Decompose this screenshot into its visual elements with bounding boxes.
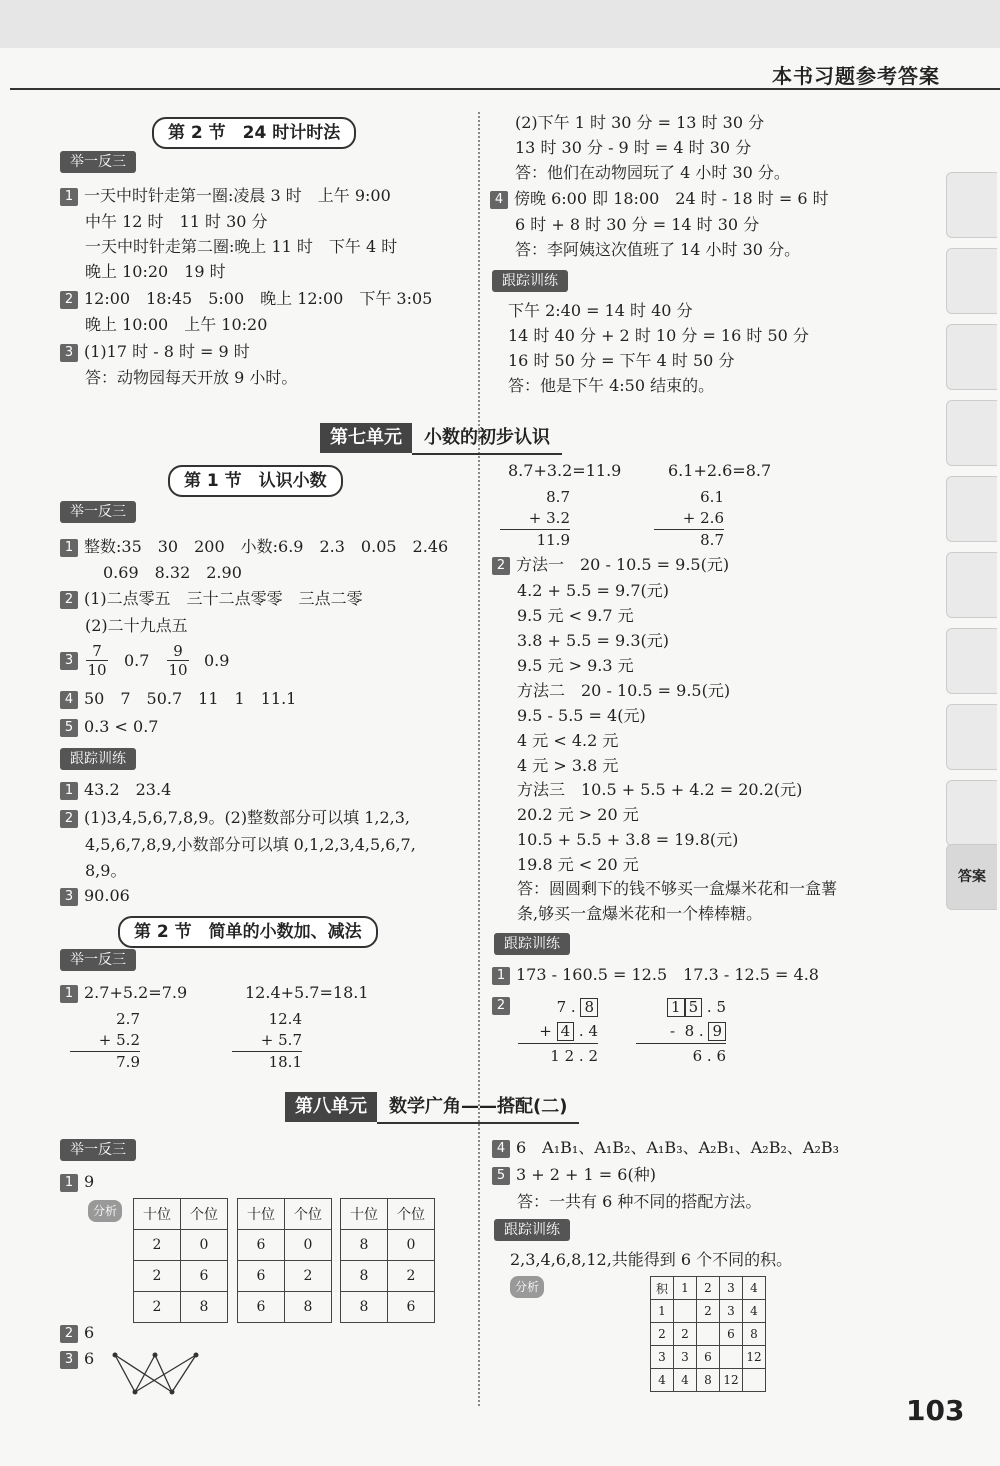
answer-line: 9.5 元 > 9.3 元 [517, 656, 634, 675]
answer-line: 方法二 20 - 10.5 = 9.5(元) [517, 681, 731, 700]
question-number: 1 [60, 1174, 78, 1192]
answer-line: 9.5 - 5.5 = 4(元) [517, 706, 646, 725]
fraction: 9 10 [168, 642, 188, 679]
unit-label: 第七单元 [320, 423, 412, 453]
product-table: 积 1 2 3 4 1 2 3 4 2 2 6 8 3 3 6 12 4 4 8 12 [650, 1276, 766, 1392]
tag-practice: 举一反三 [60, 1139, 136, 1161]
answer-line: 6 时 + 8 时 30 分 = 14 时 30 分 [515, 215, 760, 234]
answer-line: 晚上 10:00 上午 10:20 [85, 315, 268, 334]
answer-line: 8,9。 [85, 861, 127, 880]
answer-line: 一天中时针走第二圈:晚上 11 时 下午 4 时 [85, 237, 398, 256]
answer-line: 5 3 + 2 + 1 = 6(种) [492, 1165, 656, 1185]
matching-lines-diagram [110, 1350, 205, 1398]
tag-practice: 举一反三 [60, 949, 136, 971]
answer-line: 2,3,4,6,8,12,共能得到 6 个不同的积。 [510, 1250, 793, 1269]
answer-line: 14 时 40 分 + 2 时 10 分 = 16 时 50 分 [508, 326, 809, 345]
tag-tracking: 跟踪训练 [60, 748, 136, 770]
answer-line [60, 650, 84, 670]
side-tab[interactable] [946, 324, 997, 390]
section-title-7-2: 第 2 节 简单的小数加、减法 [118, 916, 378, 948]
answer-line: 答：李阿姨这次值班了 14 小时 30 分。 [515, 240, 801, 259]
side-tab[interactable] [946, 248, 997, 314]
vertical-sum-boxed: 7 . 8 + 4 . 4 1 2 . 2 [518, 995, 598, 1068]
question-number: 3 [60, 652, 78, 670]
analysis-badge: 分析 [510, 1276, 544, 1298]
answer-line: 5 0.3 < 0.7 [60, 717, 158, 737]
answer-line: 2 (1)二点零五 三十二点零零 三点二零 [60, 589, 363, 609]
answer-line: 3 90.06 [60, 886, 130, 906]
answer-line: 2 6 [60, 1323, 94, 1343]
page-number: 103 [906, 1394, 965, 1427]
answer-line: 1 2.7+5.2=7.9 [60, 983, 187, 1003]
unit-label: 第八单元 [285, 1092, 377, 1122]
answer-line: 3.8 + 5.5 = 9.3(元) [517, 631, 669, 650]
answer-line: 下午 2:40 = 14 时 40 分 [508, 301, 693, 320]
question-number: 4 [60, 691, 78, 709]
column-divider [478, 112, 480, 1406]
answer-line: 4 50 7 50.7 11 1 11.1 [60, 689, 296, 709]
answer-line: 4.2 + 5.5 = 9.7(元) [517, 581, 669, 600]
answer-line: 1 一天中时针走第一圈:凌晨 3 时 上午 9:00 [60, 186, 391, 206]
question-number: 1 [492, 967, 510, 985]
tag-tracking: 跟踪训练 [494, 933, 570, 955]
answer-line: 1 9 [60, 1172, 94, 1192]
digit-table: 十位 个位 8 0 8 2 8 6 [340, 1198, 435, 1323]
answer-line: 2 方法一 20 - 10.5 = 9.5(元) [492, 555, 729, 575]
tag-tracking: 跟踪训练 [494, 1219, 570, 1241]
page-header-title: 本书习题参考答案 [772, 64, 940, 88]
tag-tracking: 跟踪训练 [492, 270, 568, 292]
answer-value: 0.9 [204, 651, 230, 670]
answer-line: (2)二十九点五 [85, 616, 188, 635]
question-number: 2 [60, 291, 78, 309]
side-tab[interactable] [946, 400, 997, 466]
question-number: 2 [492, 997, 510, 1015]
answer-line: 12.4+5.7=18.1 [245, 983, 369, 1002]
answer-line: 答：他们在动物园玩了 4 小时 30 分。 [515, 163, 790, 182]
answer-line: 3 (1)17 时 - 8 时 = 9 时 [60, 342, 250, 362]
answer-line: 13 时 30 分 - 9 时 = 4 时 30 分 [515, 138, 752, 157]
question-number: 1 [60, 782, 78, 800]
answer-line: 16 时 50 分 = 下午 4 时 50 分 [508, 351, 735, 370]
unit-name: 数学广角——搭配(二) [377, 1092, 579, 1124]
question-number: 2 [60, 1325, 78, 1343]
answer-line: 3 6 [60, 1349, 94, 1369]
vertical-sum: 12.4 + 5.7 18.1 [232, 1009, 302, 1073]
answer-line: 4 傍晚 6:00 即 18:00 24 时 - 18 时 = 6 时 [490, 189, 829, 209]
answer-line: 9.5 元 < 9.7 元 [517, 606, 634, 625]
vertical-sum: 6.1 + 2.6 8.7 [654, 487, 724, 551]
question-number: 2 [60, 810, 78, 828]
side-tab[interactable] [946, 552, 997, 618]
answer-line: 答：动物园每天开放 9 小时。 [85, 368, 298, 387]
answer-line: 4,5,6,7,8,9,小数部分可以填 0,1,2,3,4,5,6,7, [85, 835, 416, 854]
tag-practice: 举一反三 [60, 151, 136, 173]
side-tab[interactable] [946, 704, 997, 770]
answer-line: 1 整数:35 30 200 小数:6.9 2.3 0.05 2.46 [60, 537, 448, 557]
answer-line: 2 (1)3,4,5,6,7,8,9。(2)整数部分可以填 1,2,3, [60, 808, 410, 828]
question-number: 2 [60, 591, 78, 609]
side-tab[interactable] [946, 780, 997, 846]
question-number: 1 [60, 188, 78, 206]
side-tab-answers[interactable]: 答案 [946, 844, 997, 910]
question-number: 1 [60, 539, 78, 557]
answer-line: 8.7+3.2=11.9 [508, 461, 622, 480]
answer-line: 4 元 > 3.8 元 [517, 756, 619, 775]
fraction: 7 10 [87, 642, 107, 679]
answer-line: (2)下午 1 时 30 分 = 13 时 30 分 [515, 113, 765, 132]
tag-practice: 举一反三 [60, 501, 136, 523]
answer-line: 0.69 8.32 2.90 [103, 563, 242, 582]
answer-line: 答：圆圆剩下的钱不够买一盒爆米花和一盒薯 [517, 879, 838, 898]
answer-line: 1 43.2 23.4 [60, 780, 171, 800]
question-number: 4 [490, 191, 508, 209]
answer-line: 1 173 - 160.5 = 12.5 17.3 - 12.5 = 4.8 [492, 965, 819, 985]
vertical-sum: 2.7 + 5.2 7.9 [70, 1009, 140, 1073]
answer-value: 0.7 [124, 651, 150, 670]
section-title-24h: 第 2 节 24 时计时法 [152, 117, 356, 149]
answer-line: 条,够买一盒爆米花和一个棒棒糖。 [517, 904, 763, 923]
section-title-7-1: 第 1 节 认识小数 [168, 465, 343, 497]
answer-line: 2 12:00 18:45 5:00 晚上 12:00 下午 3:05 [60, 289, 432, 309]
answer-line: 中午 12 时 11 时 30 分 [85, 212, 268, 231]
question-number: 4 [492, 1140, 510, 1158]
question-number: 5 [492, 1167, 510, 1185]
header-rule [10, 88, 1000, 90]
answer-line: 答：他是下午 4:50 结束的。 [508, 376, 715, 395]
vertical-diff-boxed: 1 5 . 5 - 8 . 9 6 . 6 [636, 995, 726, 1068]
side-tab[interactable] [946, 172, 997, 238]
unit-7-heading [320, 423, 562, 453]
answer-line: 20.2 元 > 20 元 [517, 805, 639, 824]
analysis-badge: 分析 [88, 1200, 122, 1222]
unit-name: 小数的初步认识 [412, 423, 562, 455]
unit-8-heading [285, 1092, 579, 1122]
answer-line: 19.8 元 < 20 元 [517, 855, 639, 874]
digit-table: 十位 个位 2 0 2 6 2 8 [133, 1198, 228, 1323]
header-bar [0, 0, 1000, 48]
answer-line: 4 6 A₁B₁、A₁B₂、A₁B₃、A₂B₁、A₂B₂、A₂B₃ [492, 1138, 839, 1158]
side-tab[interactable] [946, 476, 997, 542]
question-number: 3 [60, 344, 78, 362]
question-number: 5 [60, 719, 78, 737]
answer-line: 方法三 10.5 + 5.5 + 4.2 = 20.2(元) [517, 780, 803, 799]
digit-table: 十位 个位 6 0 6 2 6 8 [237, 1198, 332, 1323]
side-tab[interactable] [946, 628, 997, 694]
vertical-sum: 8.7 + 3.2 11.9 [500, 487, 570, 551]
answer-line: 10.5 + 5.5 + 3.8 = 19.8(元) [517, 830, 739, 849]
answer-line: 6.1+2.6=8.7 [668, 461, 772, 480]
answer-line: 4 元 < 4.2 元 [517, 731, 619, 750]
question-number: 3 [60, 888, 78, 906]
question-number: 3 [60, 1351, 78, 1369]
question-number: 1 [60, 985, 78, 1003]
question-number: 2 [492, 557, 510, 575]
answer-line: 晚上 10:20 19 时 [85, 262, 226, 281]
question-number-line [492, 995, 516, 1015]
answer-line: 答：一共有 6 种不同的搭配方法。 [517, 1192, 762, 1211]
